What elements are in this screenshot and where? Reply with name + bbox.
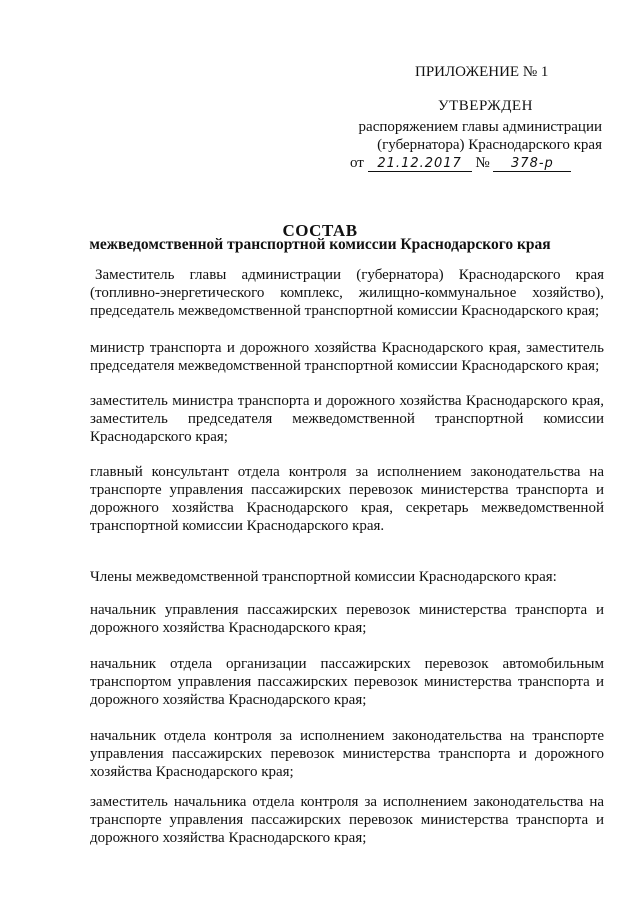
from-label: от: [350, 155, 364, 171]
document-title: СОСТАВ: [282, 221, 358, 240]
list-item: министр транспорта и дорожного хозяйства Краснодарского края, заместитель председателя межведомственной транспортной комиссии Краснодарского края;: [90, 340, 604, 374]
list-item: начальник управления пассажирских перевозок министерства транспорта и дорожного хозяйства Краснодарского края;: [90, 602, 604, 636]
list-item: начальник отдела организации пассажирских перевозок автомобильным транспортом управления пассажирских перевозок министерства транспорта и дорожного хозяйства Краснодарского края;: [90, 656, 604, 708]
approval-line-2: (губернатора) Краснодарского края: [377, 137, 602, 153]
number-label: №: [475, 155, 490, 171]
handwritten-number: 378-р: [493, 156, 571, 172]
document-subtitle: межведомственной транспортной комиссии Краснодарского края: [89, 236, 551, 253]
list-item: заместитель министра транспорта и дорожного хозяйства Краснодарского края, заместитель председателя межведомственной транспортной комиссии Краснодарского края;: [90, 393, 604, 445]
handwritten-date: 21.12.2017: [368, 156, 472, 172]
approved-label: УТВЕРЖДЕН: [438, 98, 533, 114]
list-item: начальник отдела контроля за исполнением законодательства на транспорте управления пассажирских перевозок министерства транспорта и дорожного хозяйства Краснодарского края;: [90, 728, 604, 780]
list-item: главный консультант отдела контроля за исполнением законодательства на транспорте управления пассажирских перевозок министерства транспорта и дорожного хозяйства Краснодарского края, секретарь межведомственной транспортной комиссии Краснодарского края.: [90, 464, 604, 534]
appendix-label: ПРИЛОЖЕНИЕ № 1: [415, 64, 549, 80]
list-item: заместитель начальника отдела контроля за исполнением законодательства на транспорте управления пассажирских перевозок министерства транспорта и дорожного хозяйства Краснодарского края;: [90, 794, 604, 846]
list-item: Заместитель главы администрации (губернатора) Краснодарского края (топливно-энергетического комплекс, жилищно-коммунальное хозяйство), председатель межведомственной транспортной комиссии Краснодарского края;: [90, 267, 604, 319]
approval-line-1: распоряжением главы администрации: [358, 119, 602, 135]
approval-date-line: [350, 155, 610, 172]
members-heading: Члены межведомственной транспортной комиссии Краснодарского края:: [90, 569, 557, 585]
